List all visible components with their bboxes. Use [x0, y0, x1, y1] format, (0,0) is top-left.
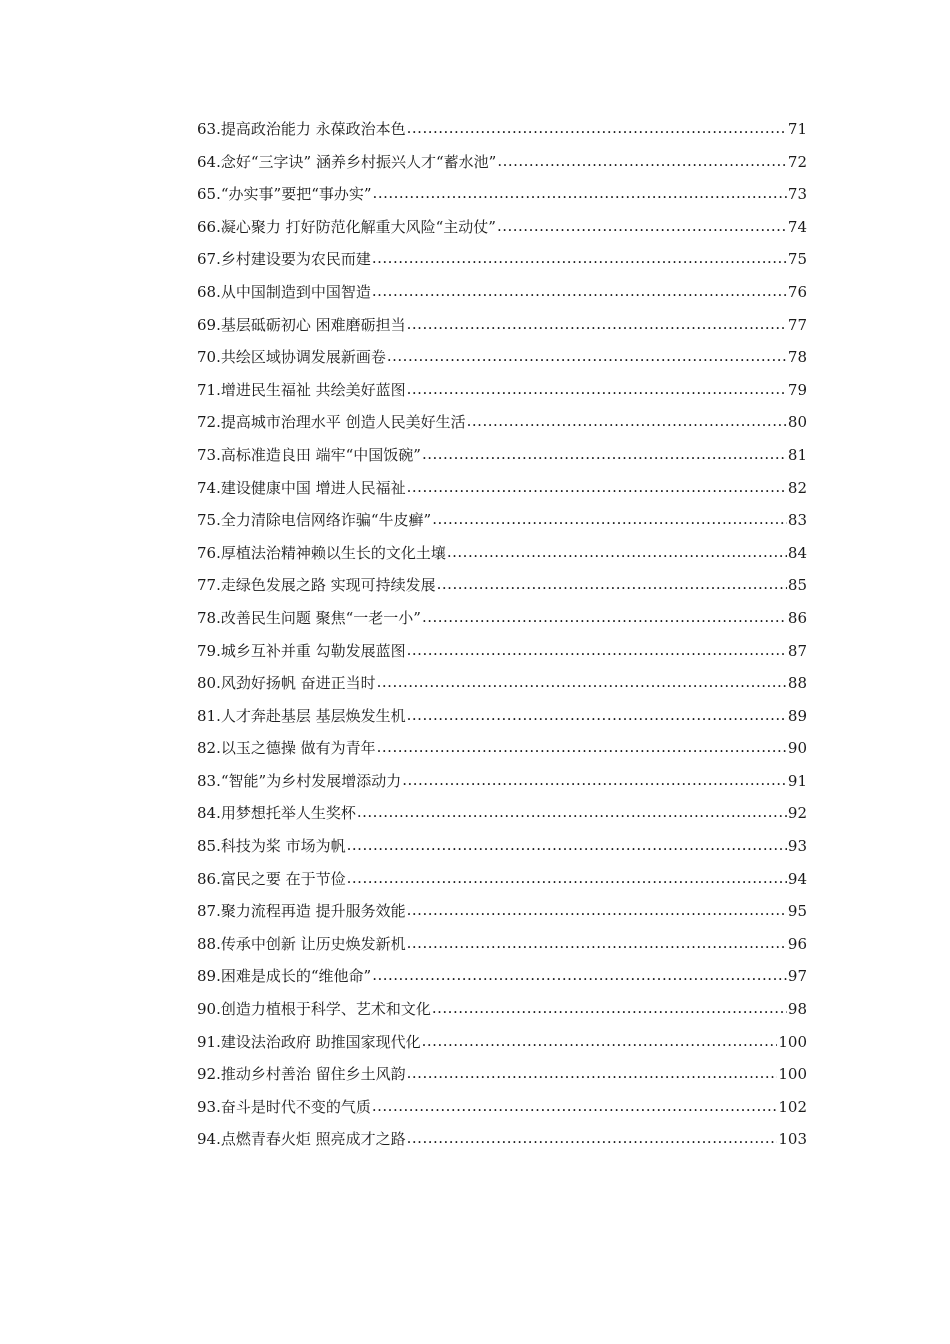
- toc-dot-leader: [497, 210, 787, 243]
- toc-entry-number: 88.: [197, 934, 221, 953]
- toc-entry[interactable]: [197, 504, 807, 537]
- toc-dot-leader: [422, 601, 787, 634]
- toc-entry[interactable]: [197, 374, 807, 407]
- toc-dot-leader: [357, 796, 787, 829]
- toc-entry-title: 提高政治能力 永葆政治本色: [220, 120, 406, 138]
- toc-entry-number: 76.: [197, 543, 221, 562]
- toc-entry[interactable]: [197, 341, 807, 374]
- toc-entry-number: 84.: [197, 804, 221, 823]
- toc-entry-page-number: 74: [787, 217, 807, 236]
- toc-entry-number: 71.: [197, 380, 221, 399]
- toc-entry-number: 67.: [197, 250, 221, 269]
- toc-entry-page-number: 80: [787, 413, 807, 432]
- toc-entry[interactable]: [197, 146, 807, 179]
- toc-dot-leader: [407, 1057, 778, 1090]
- toc-entry-number: 92.: [197, 1065, 221, 1084]
- toc-entry-page-number: 85: [787, 576, 807, 595]
- toc-entry[interactable]: [197, 993, 807, 1026]
- toc-entry-page-number: 97: [787, 967, 807, 986]
- toc-dot-leader: [373, 177, 787, 210]
- toc-entry-number: 82.: [197, 739, 221, 758]
- toc-entry-title: 困难是成长的“维他命”: [220, 967, 372, 986]
- toc-entry-page-number: 79: [787, 380, 807, 399]
- toc-dot-leader: [402, 764, 787, 797]
- toc-entry[interactable]: [197, 895, 807, 928]
- toc-entry[interactable]: [197, 243, 807, 276]
- toc-entry-number: 72.: [197, 413, 221, 432]
- toc-entry-number: 83.: [197, 771, 221, 790]
- toc-entry[interactable]: [197, 472, 807, 505]
- toc-dot-leader: [407, 634, 787, 667]
- toc-entry-title: 念好“三字诀” 涵养乡村振兴人才“蓄水池”: [220, 152, 497, 171]
- toc-entry-number: 63.: [197, 120, 221, 138]
- toc-entry-page-number: 98: [787, 1000, 807, 1019]
- toc-entry[interactable]: [197, 569, 807, 602]
- toc-entry-title: 人才奔赴基层 基层焕发生机: [220, 706, 406, 725]
- toc-entry[interactable]: [197, 928, 807, 961]
- toc-entry-number: 77.: [197, 576, 221, 595]
- toc-entry-title: 以玉之德操 做有为青年: [220, 739, 376, 758]
- toc-entry[interactable]: [197, 797, 807, 830]
- toc-entry-number: 75.: [197, 511, 221, 530]
- toc-entry-title: 建设法治政府 助推国家现代化: [220, 1032, 421, 1051]
- toc-entry[interactable]: [197, 1026, 807, 1059]
- toc-entry-page-number: 91: [787, 771, 807, 790]
- toc-entry[interactable]: [197, 537, 807, 570]
- toc-entry[interactable]: [197, 765, 807, 798]
- toc-dot-leader: [422, 1025, 778, 1058]
- toc-entry-title: 厚植法治精神赖以生长的文化土壤: [220, 543, 446, 562]
- toc-entry-page-number: 76: [787, 282, 807, 301]
- toc-entry-number: 86.: [197, 869, 221, 888]
- toc-entry-page-number: 78: [787, 348, 807, 367]
- toc-entry-number: 94.: [197, 1130, 221, 1149]
- toc-dot-leader: [372, 959, 787, 992]
- toc-entry-number: 90.: [197, 1000, 221, 1019]
- toc-entry-page-number: 90: [787, 739, 807, 758]
- toc-entry-page-number: 72: [787, 152, 807, 171]
- toc-entry-title: “智能”为乡村发展增添动力: [220, 771, 402, 790]
- toc-entry-page-number: 93: [787, 837, 807, 856]
- toc-entry-title: “办实事”要把“事办实”: [220, 185, 372, 204]
- toc-entry-title: 风劲好扬帆 奋进正当时: [220, 674, 376, 693]
- toc-entry-title: 增进民生福祉 共绘美好蓝图: [220, 380, 406, 399]
- toc-entry-title: 基层砥砺初心 困难磨砺担当: [220, 315, 406, 334]
- toc-entry-title: 凝心聚力 打好防范化解重大风险“主动仗”: [220, 217, 496, 236]
- toc-dot-leader: [407, 373, 787, 406]
- toc-entry[interactable]: [197, 960, 807, 993]
- toc-dot-leader: [467, 405, 787, 438]
- toc-entry-page-number: 100: [778, 1032, 807, 1051]
- toc-entry-title: 共绘区域协调发展新画卷: [220, 348, 386, 367]
- toc-entry-title: 推动乡村善治 留住乡土风韵: [220, 1065, 406, 1084]
- toc-dot-leader: [407, 927, 787, 960]
- toc-entry-number: 91.: [197, 1032, 221, 1051]
- toc-entry-page-number: 84: [787, 543, 807, 562]
- toc-entry[interactable]: [197, 276, 807, 309]
- toc-entry-page-number: 89: [787, 706, 807, 725]
- toc-entry[interactable]: [197, 211, 807, 244]
- toc-dot-leader: [407, 308, 787, 341]
- toc-entry[interactable]: [197, 113, 807, 146]
- toc-entry-page-number: 87: [787, 641, 807, 660]
- toc-entry-title: 建设健康中国 增进人民福祉: [220, 478, 406, 497]
- toc-entry-title: 奋斗是时代不变的气质: [220, 1097, 371, 1116]
- toc-entry-number: 93.: [197, 1097, 221, 1116]
- toc-dot-leader: [497, 145, 787, 178]
- toc-entry[interactable]: [197, 1091, 807, 1124]
- toc-dot-leader: [377, 666, 787, 699]
- toc-entry-title: 科技为桨 市场为帆: [220, 837, 346, 856]
- toc-entry-number: 81.: [197, 706, 221, 725]
- toc-entry[interactable]: [197, 439, 807, 472]
- toc-dot-leader: [387, 340, 787, 373]
- toc-entry-title: 从中国制造到中国智造: [220, 282, 371, 301]
- toc-dot-leader: [407, 1122, 778, 1155]
- toc-dot-leader: [432, 503, 787, 536]
- toc-entry-number: 73.: [197, 445, 221, 464]
- toc-entry-page-number: 88: [787, 674, 807, 693]
- toc-entry[interactable]: [197, 863, 807, 896]
- toc-entry-page-number: 86: [787, 608, 807, 627]
- toc-entry-number: 89.: [197, 967, 221, 986]
- toc-entry[interactable]: [197, 1058, 807, 1091]
- toc-entry-title: 富民之要 在于节俭: [220, 869, 346, 888]
- toc-entry-title: 传承中创新 让历史焕发新机: [220, 934, 406, 953]
- toc-entry-title: 走绿色发展之路 实现可持续发展: [220, 576, 436, 595]
- toc-entry-title: 创造力植根于科学、艺术和文化: [220, 1000, 431, 1019]
- toc-entry-page-number: 102: [778, 1097, 807, 1116]
- toc-entry-title: 改善民生问题 聚焦“一老一小”: [220, 608, 421, 627]
- toc-entry-number: 65.: [197, 185, 221, 204]
- toc-entry-number: 70.: [197, 348, 221, 367]
- toc-entry-page-number: 95: [787, 902, 807, 921]
- toc-entry-page-number: 82: [787, 478, 807, 497]
- toc-entry-number: 79.: [197, 641, 221, 660]
- toc-dot-leader: [407, 894, 787, 927]
- toc-dot-leader: [372, 1090, 777, 1123]
- toc-dot-leader: [347, 829, 787, 862]
- toc-dot-leader: [372, 275, 787, 308]
- toc-entry-page-number: 92: [787, 804, 807, 823]
- toc-entry[interactable]: [197, 830, 807, 863]
- toc-dot-leader: [407, 471, 787, 504]
- toc-entry[interactable]: [197, 635, 807, 668]
- toc-entry[interactable]: [197, 700, 807, 733]
- toc-entry-number: 78.: [197, 608, 221, 627]
- toc-dot-leader: [377, 731, 787, 764]
- toc-entry-page-number: 103: [778, 1130, 807, 1149]
- toc-entry[interactable]: [197, 732, 807, 765]
- toc-dot-leader: [437, 568, 787, 601]
- toc-entry-number: 66.: [197, 217, 221, 236]
- toc-entry[interactable]: [197, 667, 807, 700]
- toc-entry[interactable]: [197, 406, 807, 439]
- toc-entry-number: 87.: [197, 902, 221, 921]
- toc-entry-page-number: 83: [787, 511, 807, 530]
- toc-entry-title: 全力清除电信网络诈骗“牛皮癣”: [220, 511, 432, 530]
- table-of-contents: [197, 113, 807, 1156]
- toc-entry-page-number: 81: [787, 445, 807, 464]
- toc-entry-title: 乡村建设要为农民而建: [220, 250, 371, 269]
- toc-entry-number: 74.: [197, 478, 221, 497]
- toc-entry-number: 68.: [197, 282, 221, 301]
- toc-dot-leader: [347, 862, 787, 895]
- toc-dot-leader: [432, 992, 787, 1025]
- toc-entry-number: 69.: [197, 315, 221, 334]
- toc-entry-title: 提高城市治理水平 创造人民美好生活: [220, 413, 466, 432]
- toc-dot-leader: [407, 699, 787, 732]
- toc-entry[interactable]: [197, 309, 807, 342]
- toc-entry-number: 64.: [197, 152, 221, 171]
- toc-entry-title: 聚力流程再造 提升服务效能: [220, 902, 406, 921]
- toc-entry-title: 点燃青春火炬 照亮成才之路: [220, 1130, 406, 1149]
- toc-entry-title: 城乡互补并重 勾勒发展蓝图: [220, 641, 406, 660]
- toc-dot-leader: [372, 242, 787, 275]
- toc-dot-leader: [422, 438, 787, 471]
- toc-entry-page-number: 94: [787, 869, 807, 888]
- toc-entry-page-number: 77: [787, 315, 807, 334]
- toc-entry-title: 高标准造良田 端牢“中国饭碗”: [220, 445, 421, 464]
- toc-entry-page-number: 75: [787, 250, 807, 269]
- toc-entry-page-number: 71: [787, 120, 807, 138]
- toc-entry[interactable]: [197, 1123, 807, 1156]
- toc-entry-title: 用梦想托举人生奖杯: [220, 804, 356, 823]
- toc-entry[interactable]: [197, 178, 807, 211]
- toc-entry-number: 80.: [197, 674, 221, 693]
- toc-dot-leader: [407, 112, 787, 145]
- toc-entry-page-number: 100: [778, 1065, 807, 1084]
- toc-entry-page-number: 96: [787, 934, 807, 953]
- toc-entry-page-number: 73: [787, 185, 807, 204]
- toc-entry[interactable]: [197, 602, 807, 635]
- toc-entry-number: 85.: [197, 837, 221, 856]
- toc-dot-leader: [447, 536, 787, 569]
